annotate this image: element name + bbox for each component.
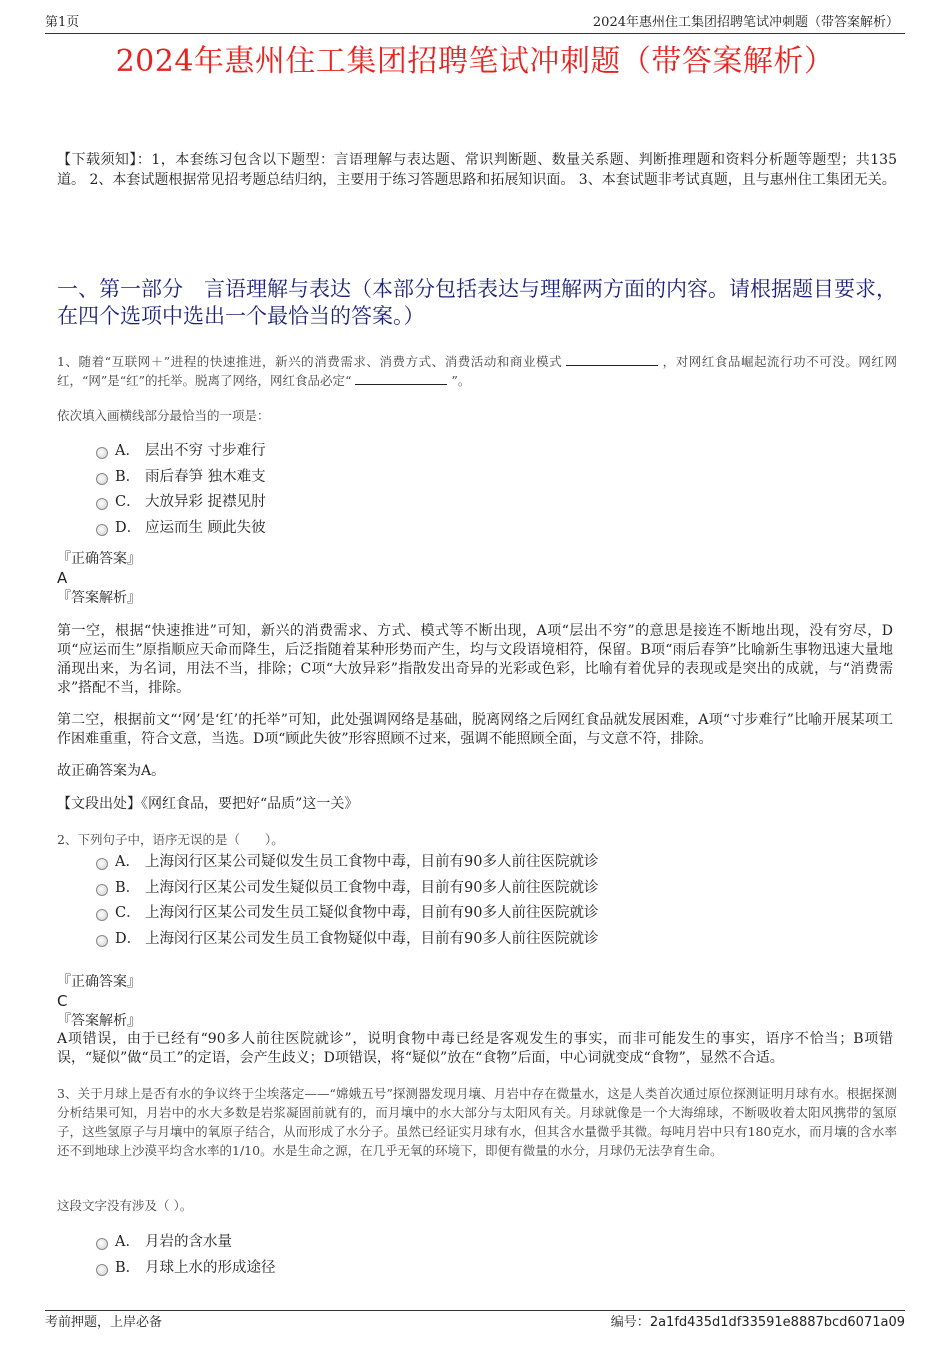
question-1-source: 【文段出处】《网红食品，要把好“品质”这一关》 (57, 796, 359, 812)
question-1-text-part-b: ，对网红食品崛起流行功不可没。网红网红，“网”是“红”的托举。脱离了网络，网红食品必定“ (57, 354, 897, 388)
footer-code (611, 1313, 905, 1333)
option-text: 月球上水的形成途径 (145, 1259, 276, 1276)
option-text: 月岩的含水量 (145, 1234, 232, 1250)
radio-button[interactable] (96, 1238, 108, 1250)
question-1-text-part-a: 1、随着“互联网＋”进程的快速推进，新兴的消费需求、消费方式、消费活动和商业模式 (57, 354, 563, 369)
option-key: A． (115, 854, 140, 870)
option-text: 上海闵行区某公司疑似发生员工食物中毒，目前有90多人前往医院就诊 (145, 854, 599, 870)
question-3-instruction: 这段文字没有涉及（ ）。 (57, 1198, 193, 1213)
radio-button[interactable] (96, 447, 108, 459)
correct-answer-label: 『正确答案』 (57, 974, 141, 990)
section-title: 一、第一部分 言语理解与表达（本部分包括表达与理解两方面的内容。请根据题目要求，在四个选项中选出一个最恰当的答案。） (57, 277, 897, 328)
footer-code-value: 2a1fd435d1df33591e8887bcd6071a09 (649, 1315, 905, 1330)
radio-button[interactable] (96, 1264, 108, 1276)
question-2-analysis: A项错误，由于已经有“90多人前往医院就诊”，说明食物中毒已经是客观发生的事实，而非可能发生的事实，语序不恰当；B项错误，“疑似”做“员工”的定语，会产生歧义；D项错误，将“疑似”放在“食物”后面，中心词就变成“食物”，显然不合适。 (57, 1031, 893, 1066)
option-text: 上海闵行区某公司发生员工食物疑似中毒，目前有90多人前往医院就诊 (145, 930, 599, 947)
footer-code-label: 编号： (610, 1315, 650, 1330)
option-key: C． (115, 905, 141, 921)
question-2-answer: C (57, 992, 68, 1010)
option-c[interactable] (96, 490, 916, 516)
radio-button[interactable] (96, 935, 108, 947)
option-text: 层出不穷 寸步难行 (145, 443, 266, 459)
question-1-text-part-c: ”。 (451, 373, 471, 388)
page-number: 第1页 (45, 15, 80, 30)
option-b[interactable] (96, 876, 916, 902)
radio-button[interactable] (96, 524, 108, 536)
option-text: 应运而生 顾此失彼 (145, 519, 266, 536)
question-2-options (96, 850, 916, 952)
correct-answer-label: 『正确答案』 (57, 551, 141, 567)
question-1-instruction: 依次填入画横线部分最恰当的一项是： (57, 408, 270, 423)
radio-button[interactable] (96, 884, 108, 896)
analysis-label: 『答案解析』 (57, 590, 141, 606)
option-d[interactable] (96, 927, 916, 953)
option-key: A． (115, 1234, 140, 1250)
analysis-label: 『答案解析』 (57, 1013, 141, 1029)
header-doc-name: 2024年惠州住工集团招聘笔试冲刺题（带答案解析） (592, 15, 899, 30)
option-b[interactable] (96, 465, 916, 491)
question-1-analysis-3: 故正确答案为A。 (57, 763, 166, 779)
radio-button[interactable] (96, 909, 108, 921)
question-1-analysis-1: 第一空，根据“快速推进”可知，新兴的消费需求、方式、模式等不断出现，A项“层出不穷”的意思是接连不断地出现，没有穷尽，D项“应运而生”原指顺应天命而降生，后泛指随着某种形势而产生，均与文段语境相符，保留。B项“雨后春笋”比喻新生事物迅速大量地涌现出来，为名词，用法不当，排除；C项“大放异彩”指散发出奇异的光彩或色彩，比喻有着优异的表现或是突出的成就，与“消费需求”搭配不当，排除。 (57, 623, 893, 696)
radio-button[interactable] (96, 498, 108, 510)
option-c[interactable] (96, 901, 916, 927)
option-key: B． (115, 1259, 141, 1276)
question-1-analysis-2: 第二空，根据前文“‘网’是‘红’的托举”可知，此处强调网络是基础，脱离网络之后网红食品就发展困难，A项“寸步难行”比喻开展某项工作困难重重，符合文意，当选。D项“顾此失彼”形容照顾不过来，强调不能照顾全面，与文意不符，排除。 (57, 712, 893, 747)
option-a[interactable] (96, 1230, 916, 1256)
question-2-text: 2、下列句子中，语序无误的是（ ）。 (57, 832, 284, 847)
option-key: B． (115, 468, 141, 485)
page-footer (45, 1310, 905, 1332)
option-text: 上海闵行区某公司发生员工疑似食物中毒，目前有90多人前往医院就诊 (145, 905, 599, 921)
question-3-text: 3、关于月球上是否有水的争议终于尘埃落定——“嫦娥五号”探测器发现月壤、月岩中存在微量水，这是人类首次通过原位探测证明月球有水。根据探测分析结果可知，月岩中的水大多数是岩浆凝固前就有的，而月壤中的水大部分与太阳风有关。月球就像是一个大海绵球，不断吸收着太阳风携带的氢原子，这些氢原子与月壤中的氧原子结合，从而形成了水分子。虽然已经证实月球有水，但其含水量微乎其微。每吨月岩中只有180克水，而月壤的含水率还不到地球上沙漠平均含水率的1/10。水是生命之源，在几乎无氧的环境下，即便有微量的水分，月球仍无法孕育生命。 (57, 1086, 897, 1158)
option-key: D． (115, 519, 142, 536)
question-1-answer: A (57, 569, 68, 587)
option-key: D． (115, 930, 142, 947)
radio-button[interactable] (96, 858, 108, 870)
option-key: B． (115, 879, 141, 896)
option-text: 大放异彩 捉襟见肘 (145, 494, 266, 510)
footer-slogan: 考前押题，上岸必备 (45, 1315, 163, 1330)
question-3-options (96, 1230, 916, 1281)
option-text: 雨后春笋 独木难支 (145, 468, 266, 485)
page-header (45, 14, 905, 34)
option-a[interactable] (96, 439, 916, 465)
download-notice: 【下载须知】：1，本套练习包含以下题型：言语理解与表达题、常识判断题、数量关系题、判断推理题和资料分析题等题型；共135道。 2、本套试题根据常见招考题总结归纳，主要用于练习答题思路和拓展知识面。 3、本套试题非考试真题，且与惠州住工集团无关。 (57, 152, 897, 188)
option-text: 上海闵行区某公司发生疑似员工食物中毒，目前有90多人前往医院就诊 (145, 879, 599, 896)
option-b[interactable] (96, 1256, 916, 1282)
option-key: A． (115, 443, 140, 459)
option-key: C． (115, 494, 141, 510)
question-1-text (57, 352, 897, 390)
option-d[interactable] (96, 516, 916, 542)
radio-button[interactable] (96, 473, 108, 485)
question-1-options (96, 439, 916, 541)
document-title: 2024年惠州住工集团招聘笔试冲刺题（带答案解析） (115, 44, 835, 79)
answer-blank (566, 354, 658, 366)
answer-blank (355, 373, 447, 385)
option-a[interactable] (96, 850, 916, 876)
